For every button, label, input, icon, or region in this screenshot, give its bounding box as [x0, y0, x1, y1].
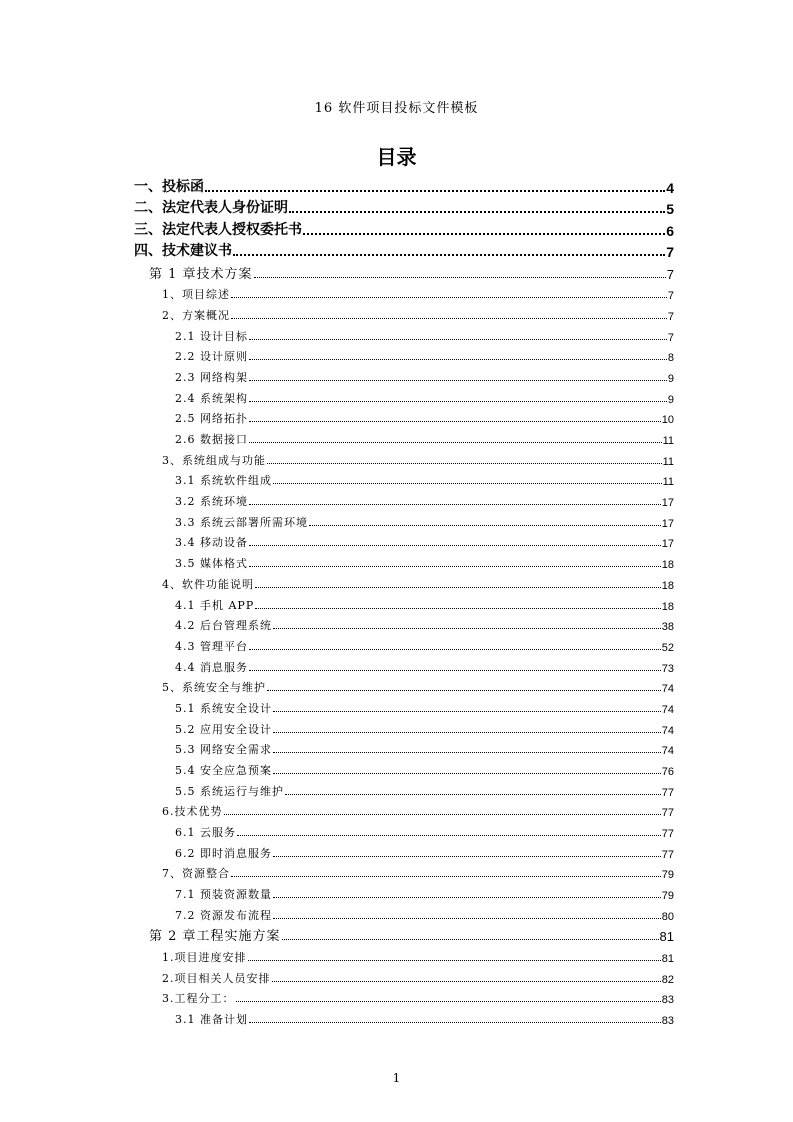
- toc-entry-label: 2.6 数据接口: [175, 433, 248, 446]
- toc-entry[interactable]: [134, 447, 674, 468]
- toc-leader-dots: [255, 587, 661, 588]
- toc-entry-label: 1.项目进度安排: [162, 951, 247, 964]
- toc-entry-page: 6: [666, 222, 674, 239]
- toc-entry-page: 74: [661, 683, 674, 696]
- toc-entry-label: 2.5 网络拓扑: [175, 412, 248, 426]
- toc-entry[interactable]: [134, 323, 674, 344]
- toc-entry-page: 18: [661, 579, 674, 592]
- toc-entry[interactable]: [134, 716, 674, 737]
- toc-entry-label: 5.1 系统安全设计: [175, 701, 272, 715]
- page-number: 1: [392, 1071, 401, 1085]
- toc-entry[interactable]: [134, 426, 674, 447]
- toc-leader-dots: [255, 608, 661, 609]
- toc-entry-label: 第 2 章工程实施方案: [149, 929, 281, 945]
- toc-entry-page: 83: [661, 1015, 674, 1028]
- toc-leader-dots: [273, 483, 662, 484]
- toc-entry[interactable]: [134, 196, 674, 218]
- toc-entry-page: 74: [661, 745, 674, 758]
- toc-leader-dots: [236, 1001, 661, 1002]
- toc-entry-label: 3、系统组成与功能: [162, 453, 266, 467]
- toc-entry[interactable]: [134, 282, 674, 303]
- toc-entry-label: 四、技术建议书: [134, 243, 232, 259]
- toc-entry-page: 10: [661, 414, 674, 427]
- toc-entry[interactable]: [134, 550, 674, 571]
- toc-leader-dots: [224, 814, 661, 815]
- toc-entry[interactable]: [134, 217, 674, 239]
- toc-entry[interactable]: [134, 364, 674, 385]
- toc-entry-label: 3.3 系统云部署所需环境: [175, 515, 308, 529]
- toc-leader-dots: [273, 897, 661, 898]
- toc-leader-dots: [249, 359, 667, 360]
- toc-entry-page: 11: [662, 476, 674, 489]
- toc-entry[interactable]: [134, 571, 674, 592]
- toc-entry-label: 5.2 应用安全设计: [175, 722, 272, 736]
- toc-leader-dots: [267, 463, 662, 464]
- toc-entry[interactable]: [134, 654, 674, 675]
- toc-entry[interactable]: [134, 530, 674, 551]
- toc-entry-label: 2.4 系统架构: [175, 391, 248, 405]
- table-of-contents: [134, 174, 674, 1027]
- toc-entry[interactable]: [134, 592, 674, 613]
- toc-entry-page: 9: [667, 372, 674, 385]
- toc-entry[interactable]: [134, 819, 674, 840]
- toc-entry[interactable]: [134, 633, 674, 654]
- toc-entry[interactable]: [134, 986, 674, 1007]
- toc-entry-label: 5.3 网络安全需求: [175, 743, 272, 757]
- toc-entry-page: 8: [667, 352, 674, 365]
- toc-entry-label: 7、资源整合: [162, 867, 230, 881]
- toc-entry[interactable]: [134, 1006, 674, 1027]
- toc-entry[interactable]: [134, 613, 674, 634]
- toc-entry-page: 77: [661, 848, 674, 861]
- toc-entry-page: 17: [661, 538, 674, 551]
- toc-entry[interactable]: [134, 861, 674, 882]
- toc-entry-page: 80: [661, 910, 674, 923]
- toc-entry-page: 7: [666, 244, 674, 260]
- toc-entry-label: 6.2 即时消息服务: [175, 846, 272, 860]
- toc-entry[interactable]: [134, 260, 674, 282]
- toc-entry-label: 6.1 云服务: [175, 826, 236, 840]
- toc-entry-page: 17: [661, 517, 674, 530]
- toc-entry-label: 一、投标函: [134, 178, 204, 195]
- toc-leader-dots: [267, 690, 661, 691]
- toc-leader-dots: [249, 649, 661, 650]
- toc-entry-label: 4.3 管理平台: [175, 639, 248, 653]
- toc-entry[interactable]: [134, 799, 674, 820]
- toc-entry-label: 二、法定代表人身份证明: [134, 200, 288, 216]
- toc-leader-dots: [231, 297, 667, 298]
- toc-entry-label: 4.1 手机 APP: [175, 598, 255, 612]
- toc-entry-page: 11: [662, 455, 674, 468]
- toc-entry-label: 三、法定代表人授权委托书: [134, 221, 302, 238]
- toc-leader-dots: [249, 1022, 661, 1023]
- document-header: 16 软件项目投标文件模板: [314, 101, 479, 116]
- toc-entry-page: 17: [661, 497, 674, 510]
- toc-entry-page: 9: [667, 393, 674, 406]
- toc-leader-dots: [285, 794, 661, 795]
- toc-entry[interactable]: [134, 302, 674, 323]
- toc-entry-page: 18: [661, 559, 674, 572]
- toc-entry-label: 5.4 安全应急预案: [175, 764, 272, 777]
- toc-entry[interactable]: [134, 965, 674, 986]
- toc-entry-page: 82: [661, 973, 674, 986]
- toc-leader-dots: [248, 960, 661, 961]
- toc-leader-dots: [233, 254, 665, 256]
- toc-entry-label: 2.项目相关人员安排: [162, 971, 271, 985]
- toc-entry-page: 11: [662, 435, 674, 447]
- toc-leader-dots: [254, 277, 666, 278]
- toc-entry-label: 3.2 系统环境: [175, 495, 248, 509]
- toc-entry-page: 83: [661, 994, 674, 1007]
- toc-entry-label: 2.1 设计目标: [175, 329, 248, 343]
- toc-entry-label: 7.1 预装资源数量: [175, 888, 272, 902]
- toc-entry[interactable]: [134, 406, 674, 427]
- toc-entry[interactable]: [134, 778, 674, 799]
- toc-entry-page: 77: [661, 786, 674, 799]
- toc-leader-dots: [309, 525, 661, 526]
- toc-leader-dots: [273, 856, 661, 857]
- toc-entry[interactable]: [134, 509, 674, 530]
- toc-leader-dots: [273, 773, 661, 774]
- toc-entry-page: 77: [661, 828, 674, 841]
- toc-leader-dots: [205, 190, 665, 192]
- toc-entry[interactable]: [134, 902, 674, 923]
- toc-leader-dots: [249, 504, 661, 505]
- toc-entry-label: 1、项目综述: [162, 288, 230, 302]
- toc-entry-page: 7: [667, 310, 674, 323]
- toc-entry[interactable]: [134, 737, 674, 758]
- toc-entry[interactable]: [134, 757, 674, 778]
- toc-leader-dots: [231, 876, 661, 877]
- toc-leader-dots: [289, 211, 665, 213]
- toc-entry-label: 3.4 移动设备: [175, 536, 248, 550]
- toc-leader-dots: [273, 732, 661, 733]
- toc-entry-label: 2、方案概况: [162, 308, 230, 322]
- toc-leader-dots: [272, 981, 661, 982]
- toc-leader-dots: [273, 752, 661, 753]
- toc-entry-label: 3.5 媒体格式: [175, 557, 248, 571]
- toc-leader-dots: [249, 442, 662, 443]
- toc-leader-dots: [273, 918, 661, 919]
- toc-entry[interactable]: [134, 488, 674, 509]
- toc-entry-page: 7: [667, 331, 674, 344]
- toc-leader-dots: [249, 339, 667, 340]
- toc-entry[interactable]: [134, 344, 674, 365]
- toc-entry-page: 5: [666, 201, 674, 217]
- toc-entry-page: 7: [666, 266, 674, 282]
- toc-entry-page: 74: [661, 703, 674, 716]
- toc-title: 目录: [376, 145, 417, 169]
- toc-entry[interactable]: [134, 881, 674, 902]
- toc-leader-dots: [249, 380, 667, 381]
- toc-entry-label: 3.1 准备计划: [175, 1013, 248, 1027]
- toc-entry-label: 6.技术优势: [162, 805, 223, 819]
- toc-leader-dots: [303, 233, 665, 235]
- toc-entry[interactable]: [134, 468, 674, 489]
- toc-entry-label: 4.2 后台管理系统: [175, 619, 272, 633]
- toc-entry-page: 18: [661, 600, 674, 613]
- toc-entry-label: 2.2 设计原则: [175, 350, 248, 364]
- toc-leader-dots: [237, 835, 661, 836]
- toc-entry-page: 77: [661, 807, 674, 820]
- toc-entry-label: 3.1 系统软件组成: [175, 474, 272, 488]
- toc-leader-dots: [249, 401, 667, 402]
- toc-leader-dots: [273, 628, 661, 629]
- toc-entry-page: 81: [659, 929, 674, 945]
- toc-entry[interactable]: [134, 923, 674, 945]
- toc-entry[interactable]: [134, 944, 674, 965]
- toc-entry-label: 7.2 资源发布流程: [175, 908, 272, 922]
- toc-entry[interactable]: [134, 239, 674, 261]
- toc-entry-page: 7: [667, 290, 674, 303]
- toc-leader-dots: [282, 939, 659, 940]
- toc-leader-dots: [249, 670, 661, 671]
- toc-entry[interactable]: [134, 675, 674, 696]
- toc-entry[interactable]: [134, 385, 674, 406]
- toc-leader-dots: [273, 711, 661, 712]
- toc-leader-dots: [231, 318, 667, 319]
- toc-entry[interactable]: [134, 695, 674, 716]
- toc-entry-page: 73: [661, 662, 674, 675]
- toc-entry-page: 4: [666, 179, 674, 196]
- toc-entry-label: 5.5 系统运行与维护: [175, 784, 284, 798]
- toc-entry-page: 81: [661, 953, 674, 965]
- toc-leader-dots: [249, 545, 661, 546]
- toc-entry-page: 38: [661, 621, 674, 634]
- toc-entry-page: 76: [661, 766, 674, 778]
- toc-entry-label: 4.4 消息服务: [175, 660, 248, 674]
- toc-entry-page: 52: [661, 641, 674, 654]
- toc-entry-label: 4、软件功能说明: [162, 577, 254, 591]
- toc-entry-page: 79: [661, 869, 674, 882]
- toc-entry-label: 2.3 网络构架: [175, 370, 248, 384]
- toc-entry-label: 第 1 章技术方案: [149, 266, 253, 282]
- toc-leader-dots: [249, 566, 661, 567]
- toc-entry-page: 74: [661, 724, 674, 737]
- toc-entry-label: 3.工程分工：: [162, 992, 235, 1006]
- toc-entry-label: 5、系统安全与维护: [162, 681, 266, 695]
- toc-entry-page: 79: [661, 890, 674, 903]
- toc-entry[interactable]: [134, 840, 674, 861]
- toc-leader-dots: [249, 421, 661, 422]
- toc-entry[interactable]: [134, 174, 674, 196]
